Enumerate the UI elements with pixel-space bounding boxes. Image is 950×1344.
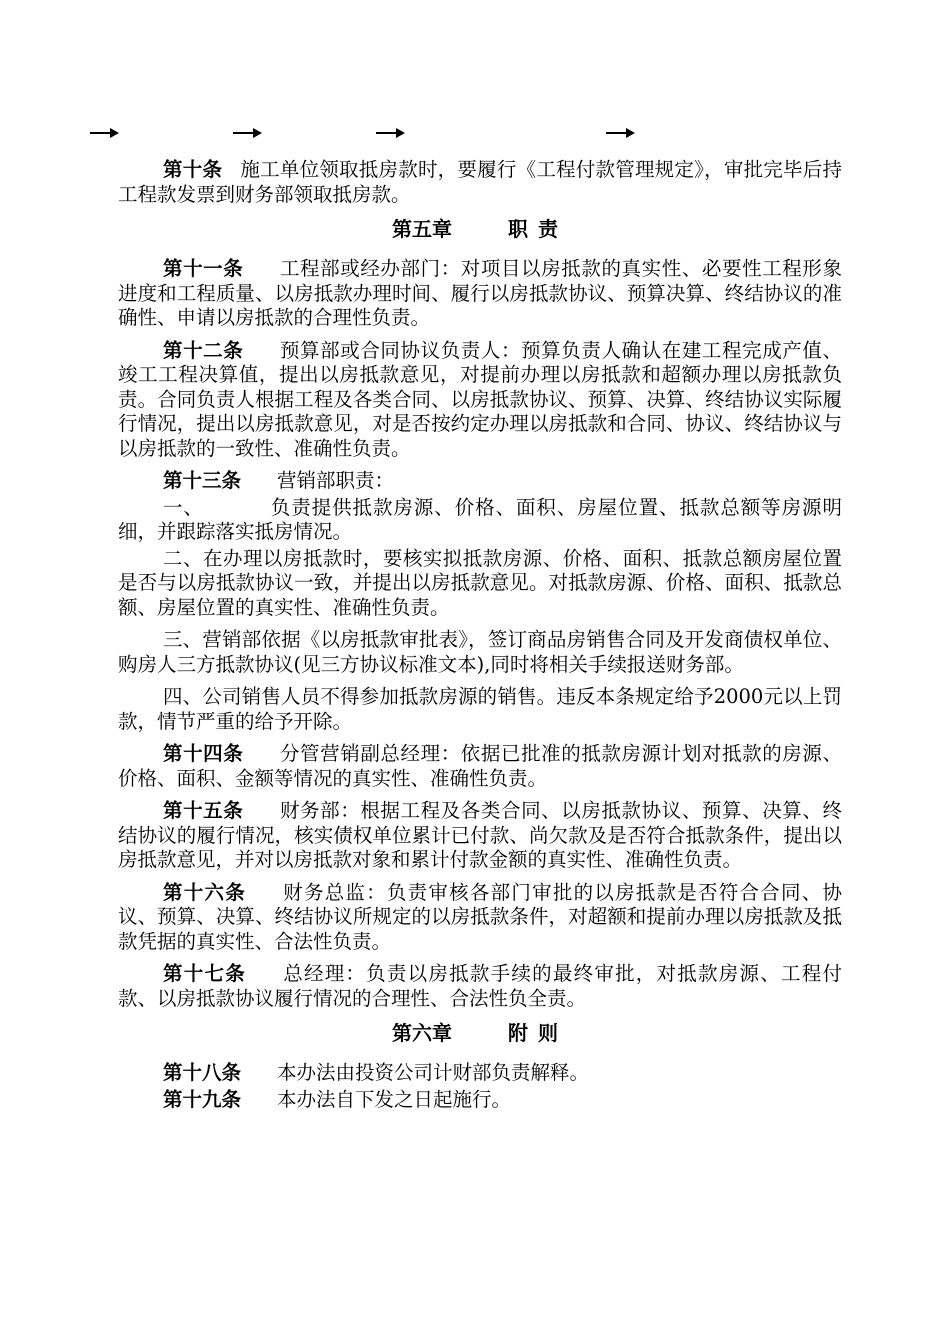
article-text: 本办法由投资公司计财部负责解释。 (277, 1061, 590, 1084)
marketing-item-1 (118, 496, 842, 545)
article-label: 第十条 (163, 158, 223, 181)
item-text: 负责提供抵款房源、价格、面积、房屋位置、抵款总额等房源明细，并跟踪落实抵房情况。 (118, 495, 842, 543)
article-12 (118, 339, 842, 462)
article-16 (118, 881, 842, 955)
article-14 (118, 742, 842, 791)
article-13 (118, 469, 842, 494)
tab-arrow-icon (233, 122, 263, 142)
marketing-item-4 (118, 685, 842, 734)
article-label: 第十八条 (163, 1061, 242, 1084)
article-label: 第十四条 (163, 742, 244, 765)
article-label: 第十五条 (163, 799, 244, 822)
item-text: 三、营销部依据《以房抵款审批表》，签订商品房销售合同及开发商债权单位、购房人三方抵款协议(见三方协议标准文本),同时将相关手续报送财务部。 (118, 628, 842, 676)
article-label: 第十六条 (163, 880, 246, 904)
article-text: 财务总监：负责审核各部门审批的以房抵款是否符合合同、协议、预算、决算、终结协议所规定的以房抵款条件，对超额和提前办理以房抵款及抵款凭据的真实性、合法性负责。 (118, 880, 842, 953)
article-10 (118, 158, 842, 207)
article-text: 财务部：根据工程及各类合同、以房抵款协议、预算、决算、终结协议的履行情况，核实债权单位累计已付款、尚欠款及是否符合抵款条件，提出以房抵款意见，并对以房抵款对象和累计付款金额的真实性、准确性负责。 (118, 799, 842, 871)
tab-arrow-row (0, 122, 950, 146)
article-text: 施工单位领取抵房款时，要履行《工程付款管理规定》，审批完毕后持工程款发票到财务部领取抵房款。 (118, 158, 842, 206)
article-label: 第十二条 (163, 338, 244, 362)
document-body (118, 158, 842, 1120)
chapter-title: 附则 (508, 1021, 568, 1045)
chapter-title: 职责 (508, 217, 568, 241)
article-label: 第十一条 (163, 257, 244, 280)
chapter-6-heading (118, 1019, 842, 1047)
article-text: 本办法自下发之日起施行。 (277, 1087, 512, 1111)
article-text: 预算部或合同协议负责人：预算负责人确认在建工程完成产值、竣工工程决算值，提出以房抵款意见，对提前办理以房抵款和超额办理以房抵款负责。合同负责人根据工程及各类合同、以房抵款协议、预算、决算、终结协议实际履行情况，提出以房抵款意见，对是否按约定办理以房抵款和合同、协议、终结协议与以房抵款的一致性、准确性负责。 (118, 338, 842, 460)
chapter-5-heading (118, 215, 842, 243)
article-text: 工程部或经办部门：对项目以房抵款的真实性、必要性工程形象进度和工程质量、以房抵款办理时间、履行以房抵款协议、预算决算、终结协议的准确性、申请以房抵款的合理性负责。 (118, 257, 842, 329)
tab-arrow-icon (376, 122, 406, 142)
marketing-item-2 (118, 547, 842, 621)
tab-arrow-icon (90, 122, 120, 142)
item-text: 二、在办理以房抵款时，要核实拟抵款房源、价格、面积、抵款总额房屋位置是否与以房抵款协议一致，并提出以房抵款意见。对抵款房源、价格、面积、抵款总额、房屋位置的真实性、准确性负责。 (118, 546, 842, 619)
article-text: 营销部职责： (277, 469, 395, 492)
chapter-number: 第六章 (392, 1021, 452, 1045)
tab-arrow-icon (606, 122, 636, 142)
article-label: 第十九条 (163, 1087, 242, 1111)
article-17 (118, 962, 842, 1011)
item-text: 四、公司销售人员不得参加抵款房源的销售。违反本条规定给予2000元以上罚款，情节严重的给予开除。 (118, 685, 842, 733)
article-15 (118, 799, 842, 873)
article-11 (118, 257, 842, 331)
item-number: 一、 (163, 495, 204, 519)
article-19 (118, 1088, 842, 1113)
article-18 (118, 1061, 842, 1086)
chapter-number: 第五章 (392, 217, 452, 241)
article-text: 分管营销副总经理：依据已批准的抵款房源计划对抵款的房源、价格、面积、金额等情况的真实性、准确性负责。 (118, 742, 842, 790)
article-text: 总经理：负责以房抵款手续的最终审批，对抵款房源、工程付款、以房抵款协议履行情况的合理性、合法性负全责。 (118, 962, 842, 1010)
article-label: 第十七条 (163, 962, 246, 985)
article-label: 第十三条 (163, 469, 242, 492)
marketing-item-3 (118, 628, 842, 677)
